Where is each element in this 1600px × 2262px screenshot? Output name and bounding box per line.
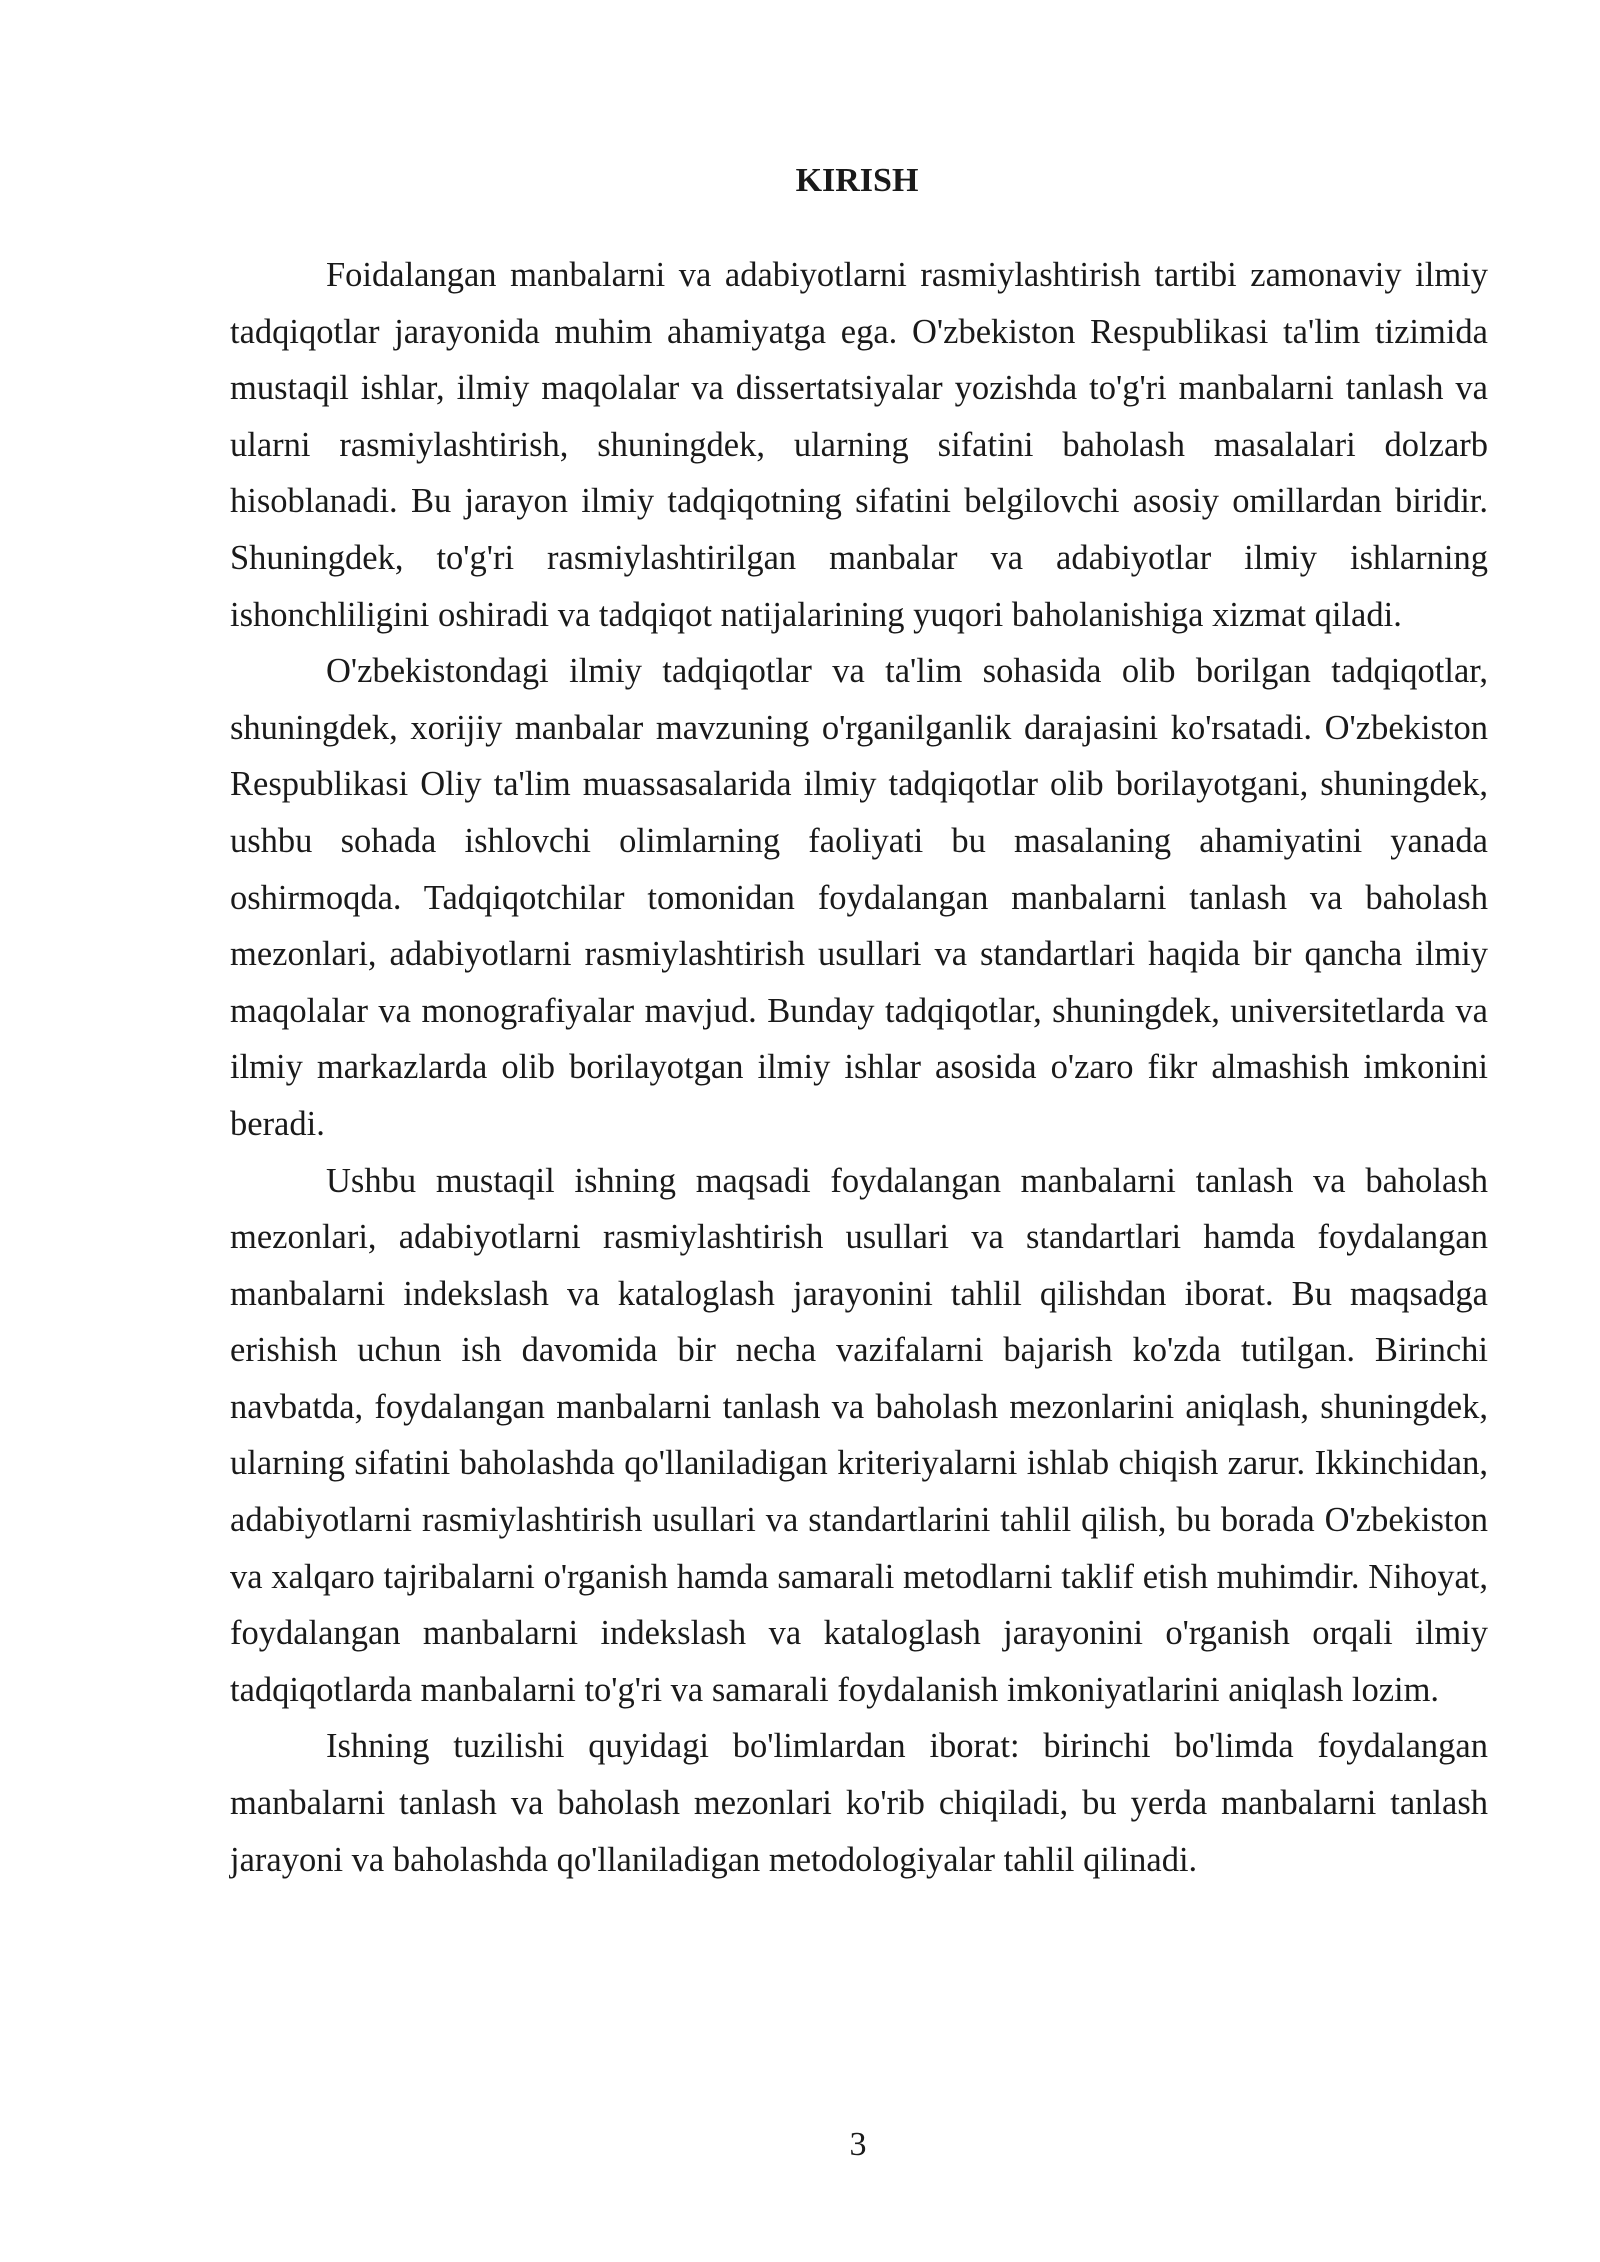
paragraph-4: Ishning tuzilishi quyidagi bo'limlardan iborat: birinchi bo'limda foydalangan manbalarni tanlash va baholash mezonlari ko'rib chiqiladi, bu yerda manbalarni tanlash jarayoni va baholashda qo'llaniladigan metodologiyalar tahlil qilinadi. — [230, 1727, 1488, 1879]
page-number: 3 — [849, 2126, 867, 2163]
section-heading: KIRISH — [795, 162, 919, 199]
paragraph-2: O'zbekistondagi ilmiy tadqiqotlar va ta'lim sohasida olib borilgan tadqiqotlar, shuningdek, xorijiy manbalar mavzuning o'rganilganlik darajasini ko'rsatadi. O'zbekiston Respublikasi Oliy ta'lim muassasalarida ilmiy tadqiqotlar olib borilayotgani, shuningdek, ushbu sohada ishlovchi olimlarning faoliyati bu masalaning ahamiyatini yanada oshirmoqda. Tadqiqotchilar tomonidan foydalangan manbalarni tanlash va baholash mezonlari, adabiyotlarni rasmiylashtirish usullari va standartlari haqida bir qancha ilmiy maqolalar va monografiyalar mavjud. Bunday tadqiqotlar, shuningdek, universitetlarda va ilmiy markazlarda olib borilayotgan ilmiy ishlar asosida o'zaro fikr almashish imkonini beradi. — [230, 652, 1488, 1143]
paragraph-3: Ushbu mustaqil ishning maqsadi foydalangan manbalarni tanlash va baholash mezonlari, adabiyotlarni rasmiylashtirish usullari va standartlari hamda foydalangan manbalarni indekslash va kataloglash jarayonini tahlil qilishdan iborat. Bu maqsadga erishish uchun ish davomida bir necha vazifalarni bajarish ko'zda tutilgan. Birinchi navbatda, foydalangan manbalarni tanlash va baholash mezonlarini aniqlash, shuningdek, ularning sifatini baholashda qo'llaniladigan kriteriyalarni ishlab chiqish zarur. Ikkinchidan, adabiyotlarni rasmiylashtirish usullari va standartlarini tahlil qilish, bu borada O'zbekiston va xalqaro tajribalarni o'rganish hamda samarali metodlarni taklif etish muhimdir. Nihoyat, foydalangan manbalarni indekslash va kataloglash jarayonini o'rganish orqali ilmiy tadqiqotlarda manbalarni to'g'ri va samarali foydalanish imkoniyatlarini aniqlash lozim. — [230, 1161, 1488, 1709]
paragraph-1: Foidalangan manbalarni va adabiyotlarni rasmiylashtirish tartibi zamonaviy ilmiy tadqiqotlar jarayonida muhim ahamiyatga ega. O'zbekiston Respublikasi ta'lim tizimida mustaqil ishlar, ilmiy maqolalar va dissertatsiyalar yozishda to'g'ri manbalarni tanlash va ularni rasmiylashtirish, shuningdek, ularning sifatini baholash masalalari dolzarb hisoblanadi. Bu jarayon ilmiy tadqiqotning sifatini belgilovchi asosiy omillardan biridir. Shuningdek, to'g'ri rasmiylashtirilgan manbalar va adabiyotlar ilmiy ishlarning ishonchliligini oshiradi va tadqiqot natijalarining yuqori baholanishiga xizmat qiladi. — [230, 256, 1488, 634]
body-text — [230, 247, 1488, 1888]
